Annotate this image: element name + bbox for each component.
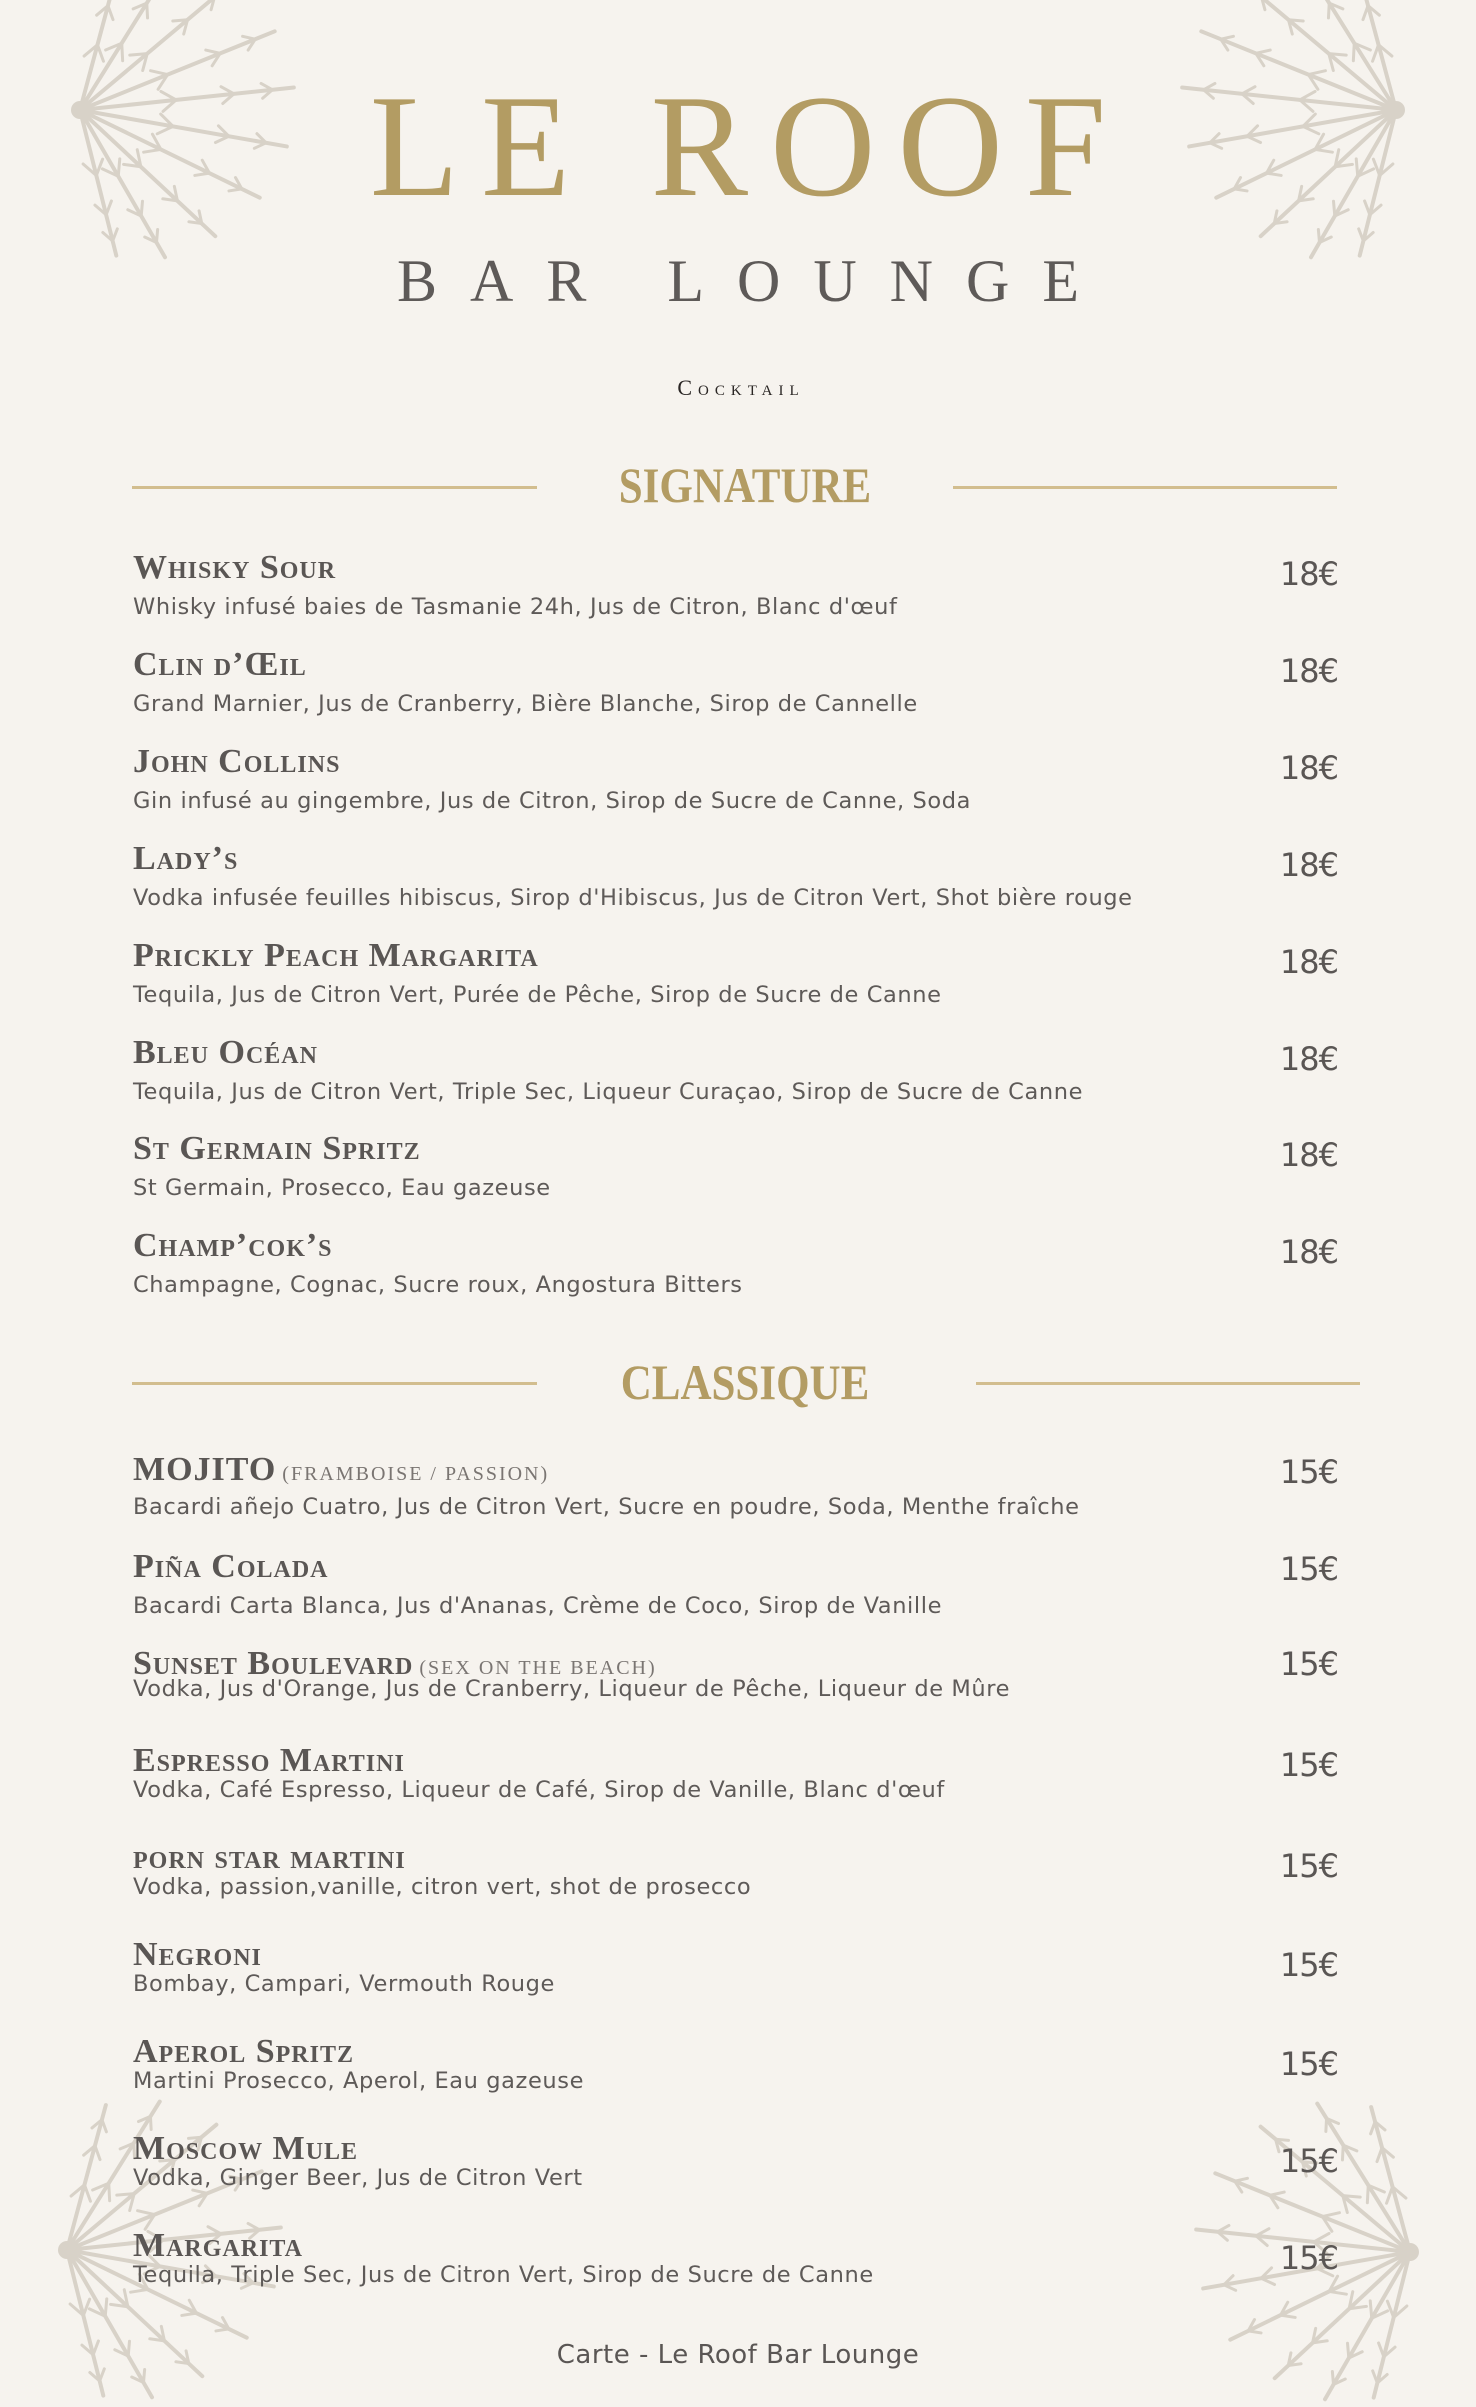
item-name-text: Espresso Martini [133,1742,405,1779]
menu-item [133,1741,1338,1831]
item-name-text: Moscow Mule [133,2130,359,2167]
item-price: 18€ [1279,749,1338,787]
menu-item [133,548,1338,638]
menu-item [133,2032,1338,2122]
item-name [133,1033,324,1077]
footer-caption: Carte - Le Roof Bar Lounge [556,2340,920,2370]
item-price: 15€ [1279,1746,1338,1784]
item-description: Tequila, Triple Sec, Jus de Citron Vert, Sirop de Sucre de Canne [133,2262,874,2288]
item-name-text: Negroni [133,1936,262,1973]
menu-item [133,1226,1338,1316]
item-price: 15€ [1279,2239,1338,2277]
item-description: Bacardi añejo Cuatro, Jus de Citron Vert, Sucre en poudre, Soda, Menthe fraîche [133,1494,1080,1520]
menu-item [133,1547,1338,1637]
section-divider-left [132,1382,537,1385]
item-name-text: St Germain Spritz [133,1130,421,1167]
menu-item [133,645,1338,735]
item-name [133,548,342,592]
menu-item [133,2226,1338,2316]
menu-item [133,1450,1338,1540]
item-name-text: John Collins [133,743,341,780]
item-price: 15€ [1279,2045,1338,2083]
item-price: 18€ [1279,1040,1338,1078]
menu-item [133,1838,1338,1928]
item-description: Vodka, Ginger Beer, Jus de Citron Vert [133,2165,583,2191]
item-description: Martini Prosecco, Aperol, Eau gazeuse [133,2068,585,2094]
item-description: Gin infusé au gingembre, Jus de Citron, Sirop de Sucre de Canne, Soda [133,788,972,814]
menu-item [133,1644,1338,1734]
menu-item [133,1935,1338,2025]
menu-item [133,2129,1338,2219]
item-description: Vodka, passion,vanille, citron vert, shot de prosecco [133,1874,752,1900]
venue-title: LE ROOF [369,65,1129,227]
section-title-classique: CLASSIQUE [620,1354,870,1410]
item-description: Grand Marnier, Jus de Cranberry, Bière Blanche, Sirop de Cannelle [133,691,918,717]
item-name-text: MOJITO [133,1451,277,1488]
item-note: (SEX ON THE BEACH) [419,1657,657,1679]
item-note: (FRAMBOISE / PASSION) [282,1463,550,1485]
menu-category-label: Cocktail [677,375,805,400]
item-price: 18€ [1279,652,1338,690]
item-name-text: Prickly Peach Margarita [133,937,539,974]
item-price: 18€ [1279,1233,1338,1271]
item-name [133,742,346,786]
menu-item [133,839,1338,929]
item-price: 15€ [1279,1645,1338,1683]
menu-item [133,742,1338,832]
item-name [133,645,313,689]
item-price: 15€ [1279,1946,1338,1984]
item-name-text: Piña Colada [133,1548,329,1585]
item-name-text: Clin d’Œil [133,646,307,683]
item-description: Whisky infusé baies de Tasmanie 24h, Jus de Citron, Blanc d'œuf [133,594,898,620]
item-description: Bacardi Carta Blanca, Jus d'Ananas, Crème de Coco, Sirop de Vanille [133,1593,943,1619]
item-name-text: Sunset Boulevard [133,1645,414,1682]
venue-subtitle: BAR LOUNGE [397,248,1112,314]
item-name-text: Bleu Océan [133,1034,318,1071]
menu-item [133,1129,1338,1219]
item-description: Vodka, Café Espresso, Liqueur de Café, Sirop de Vanille, Blanc d'œuf [133,1777,945,1803]
item-price: 15€ [1279,1550,1338,1588]
item-name [133,936,545,980]
item-description: Vodka, Jus d'Orange, Jus de Cranberry, Liqueur de Pêche, Liqueur de Mûre [133,1676,1011,1702]
item-name [133,839,244,883]
item-price: 15€ [1279,2142,1338,2180]
item-name-text: Champ’cok’s [133,1227,333,1264]
item-name [133,1547,335,1591]
section-title-signature: SIGNATURE [618,457,872,513]
item-description: Vodka infusée feuilles hibiscus, Sirop d'Hibiscus, Jus de Citron Vert, Shot bière rouge [133,885,1133,911]
item-name-text: Lady’s [133,840,239,877]
section-divider-right [976,1382,1360,1385]
item-description: Tequila, Jus de Citron Vert, Purée de Pêche, Sirop de Sucre de Canne [133,982,942,1008]
item-price: 15€ [1279,1453,1338,1491]
menu-item [133,936,1338,1026]
menu-item [133,1033,1338,1123]
section-divider-left [132,486,537,489]
item-name-text: Aperol Spritz [133,2033,354,2070]
item-description: Bombay, Campari, Vermouth Rouge [133,1971,555,1997]
item-description: Champagne, Cognac, Sucre roux, Angostura Bitters [133,1272,743,1298]
item-price: 15€ [1279,1847,1338,1885]
item-name [133,1129,427,1173]
item-description: St Germain, Prosecco, Eau gazeuse [133,1175,551,1201]
item-description: Tequila, Jus de Citron Vert, Triple Sec, Liqueur Curaçao, Sirop de Sucre de Canne [133,1079,1084,1105]
item-price: 18€ [1279,943,1338,981]
item-price: 18€ [1279,555,1338,593]
item-name-text: porn star martini [133,1839,406,1876]
item-name [133,1450,549,1494]
section-divider-right [953,486,1337,489]
item-name-text: Margarita [133,2227,303,2264]
item-price: 18€ [1279,1136,1338,1174]
item-name [133,1226,339,1270]
item-name-text: Whisky Sour [133,549,337,586]
item-price: 18€ [1279,846,1338,884]
